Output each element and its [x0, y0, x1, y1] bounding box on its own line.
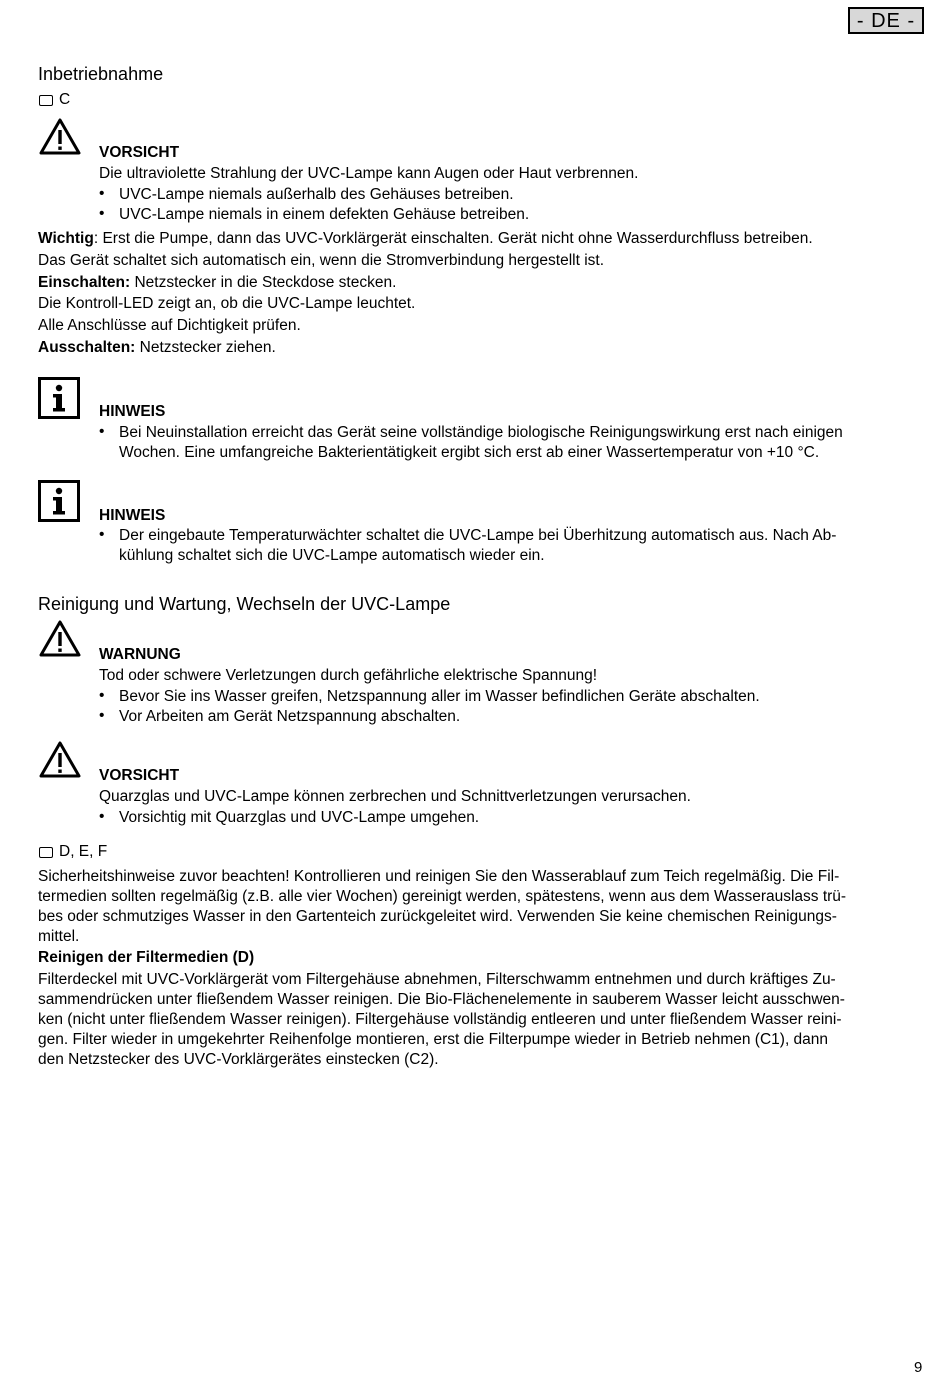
list-item: • Vorsichtig mit Quarzglas und UVC-Lampe umgehen. [99, 808, 480, 826]
warning-triangle-icon [38, 619, 82, 659]
auto-on-text: Das Gerät schaltet sich automatisch ein, wenn die Stromverbindung hergestellt ist. [38, 252, 605, 269]
caution-heading: VORSICHT [99, 767, 180, 784]
switch-off-instruction: Ausschalten: Netzstecker ziehen. [38, 339, 276, 356]
info-icon [38, 377, 80, 419]
figure-reference-def [39, 843, 107, 861]
switch-on-instruction: Einschalten: Netzstecker in die Steckdose stecken. [38, 274, 397, 291]
warning-heading: WARNUNG [99, 646, 181, 663]
list-item: • UVC-Lampe niemals in einem defekten Gehäuse betreiben. [99, 205, 530, 223]
list-item: • Der eingebaute Temperaturwächter schaltet die UVC-Lampe bei Überhitzung automatisch aus. Nach Ab- kühlung schaltet sich die UVC-Lampe automatisch wieder ein. [99, 526, 837, 564]
warning-text: Tod oder schwere Verletzungen durch gefährliche elektrische Spannung! [99, 667, 598, 684]
list-item: • Bevor Sie ins Wasser greifen, Netzspannung aller im Wasser befindlichen Geräte abschalten. [99, 687, 760, 705]
language-badge: - DE - [848, 7, 924, 34]
info-icon [38, 480, 80, 522]
note-heading: HINWEIS [99, 507, 166, 524]
warning-triangle-icon [38, 117, 82, 157]
list-item: • Bei Neuinstallation erreicht das Gerät seine vollständige biologische Reinigungswirkung erst nach einigen Wochen. Eine umfangreiche Bakterientätigkeit ergibt sich erst ab einer Wassertemperatur von +10 °C. [99, 423, 843, 461]
caution-text: Quarzglas und UVC-Lampe können zerbrechen und Schnittverletzungen verursachen. [99, 788, 691, 805]
list-item: • UVC-Lampe niemals außerhalb des Gehäuses betreiben. [99, 185, 514, 203]
caution-heading: VORSICHT [99, 144, 180, 161]
section-title-reinigung: Reinigung und Wartung, Wechseln der UVC-Lampe [38, 594, 451, 614]
filter-heading: Reinigen der Filtermedien (D) [38, 949, 255, 966]
figure-box-icon [39, 847, 53, 858]
important-note: Wichtig: Erst die Pumpe, dann das UVC-Vorklärgerät einschalten. Gerät nicht ohne Wasserdurchfluss betreiben. [38, 230, 813, 247]
figure-box-icon [39, 95, 53, 106]
filter-paragraph: Filterdeckel mit UVC-Vorklärgerät vom Filtergehäuse abnehmen, Filterschwamm entnehmen und durch kräftiges Zu- sammendrücken unter fließendem Wasser reinigen. Die Bio-Flächenelemente in sauberem Wasser leicht ausschwen- ken (nicht unter fließendem Wasser reinigen). Filtergehäuse vollständig entleeren und unter fließendem Wasser reini- gen. Filter wieder in umgekehrter Reihenfolge montieren, erst die Filterpumpe wieder in Betrieb nehmen (C1), dann den Netzstecker des UVC-Vorklärgerätes einstecken (C2). [38, 971, 845, 1068]
section-title-inbetriebnahme: Inbetriebnahme [38, 64, 164, 84]
note-heading: HINWEIS [99, 403, 166, 420]
figure-reference-label: D, E, F [59, 843, 108, 860]
led-text: Die Kontroll-LED zeigt an, ob die UVC-Lampe leuchtet. [38, 295, 416, 312]
figure-reference-label: C [59, 91, 71, 108]
list-item: • Vor Arbeiten am Gerät Netzspannung abschalten. [99, 707, 461, 725]
caution-text: Die ultraviolette Strahlung der UVC-Lampe kann Augen oder Haut verbrennen. [99, 165, 639, 182]
check-text: Alle Anschlüsse auf Dichtigkeit prüfen. [38, 317, 301, 334]
figure-reference-c [39, 91, 70, 109]
warning-triangle-icon [38, 740, 82, 780]
page-number: 9 [914, 1359, 923, 1376]
maintenance-paragraph: Sicherheitshinweise zuvor beachten! Kontrollieren und reinigen Sie den Wasserablauf zum Teich regelmäßig. Die Fil- termedien sollten regelmäßig (z.B. alle vier Wochen) gereinigt werden, spätestens, wenn aus dem Wasserauslass trü- bes oder schmutziges Wasser in den Gartenteich zurückgeleitet wird. Verwenden Sie keine chemischen Reinigungs- mittel. [38, 868, 847, 945]
